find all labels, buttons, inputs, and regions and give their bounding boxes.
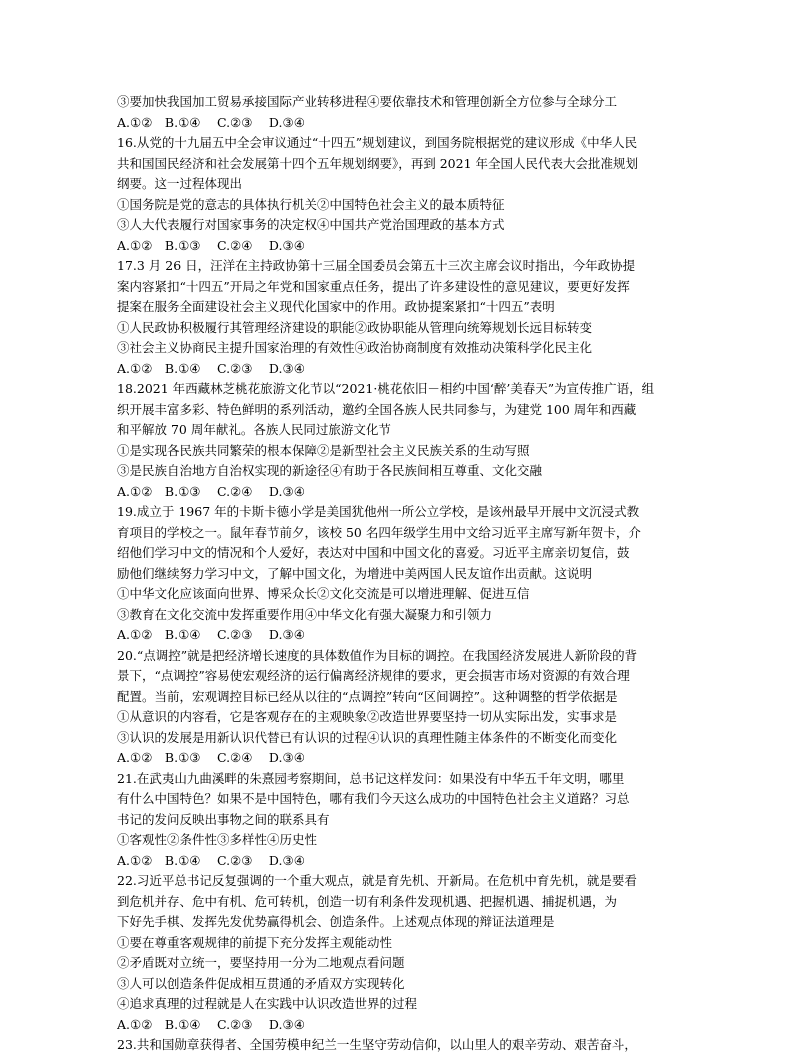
text-line: 育项目的学校之一。鼠年春节前夕，该校 50 名四年级学生用中文给习近平主席写新年贺卡，介 bbox=[117, 524, 641, 540]
statement-line: ③认识的发展是用新认识代替已有认识的过程④认识的真理性随主体条件的不断变化而变化 bbox=[117, 729, 618, 745]
statement-line: ①客观性②条件性③多样性④历史性 bbox=[117, 832, 318, 847]
text-line: 有什么中国特色？如果不是中国特色，哪有我们今天这么成功的中国特色社会主义道路？习总 bbox=[117, 791, 630, 806]
statement-line: ①是实现各民族共同繁荣的根本保障②是新型社会主义民族关系的生动写照 bbox=[117, 442, 530, 458]
text-line: 提案在服务全面建设社会主义现代化国家中的作用。政协提案紧扣“十四五”表明 bbox=[117, 299, 555, 314]
text-line: 书记的发问反映出事物之间的联系具有 bbox=[117, 811, 330, 827]
statement-line: ①中华文化应该面向世界、博采众长②文化交流是可以增进理解、促进互信 bbox=[117, 586, 530, 601]
text-line: 织开展丰富多彩、特色鲜明的系列活动，邀约全国各族人民共同参与，为建党 100 周年和西藏 bbox=[117, 401, 637, 417]
text-line: 励他们继续努力学习中文，了解中国文化，为增进中美两国人民友谊作出贡献。这说明 bbox=[117, 565, 593, 581]
text-line: 下好先手棋、发挥先发优势赢得机会、创造条件。上述观点体现的辩证法道理是 bbox=[117, 914, 555, 929]
statement-line: ①从意识的内容看，它是客观存在的主观映象②改造世界要坚持一切从实际出发，实事求是 bbox=[117, 709, 618, 724]
text-line: 景下，“点调控”容易使宏观经济的运行偏离经济规律的要求，更会损害市场对资源的有效合理 bbox=[117, 668, 630, 683]
statement-line: ③人大代表履行对国家事务的决定权④中国共产党治国理政的基本方式 bbox=[117, 217, 505, 232]
answer-options: A.①② B.①④ C.②③ D.③④ bbox=[117, 114, 305, 130]
answer-options: A.①② B.①④ C.②③ D.③④ bbox=[117, 360, 305, 376]
question-21-stem: 21.在武夷山九曲溪畔的朱熹园考察期间，总书记这样发问：如果没有中华五千年文明，哪里 bbox=[117, 770, 625, 786]
statement-line: ②矛盾既对立统一，要坚持用一分为二地观点看问题 bbox=[117, 955, 405, 970]
text-line: 到危机并存、危中有机、危可转机，创造一切有利条件发现机遇、把握机遇、捕捉机遇，为 bbox=[117, 893, 618, 909]
statement-line: ①要在尊重客观规律的前提下充分发挥主观能动性 bbox=[117, 934, 393, 950]
question-17-stem: 17.3 月 26 日，汪洋在主持政协第十三届全国委员会第五十三次主席会议时指出，今年政协提 bbox=[117, 258, 636, 273]
statement-line: ①国务院是党的意志的具体执行机关②中国特色社会主义的最本质特征 bbox=[117, 196, 505, 212]
answer-options: A.①② B.①③ C.②④ D.③④ bbox=[117, 750, 305, 765]
text-line: 纲要。这一过程体现出 bbox=[117, 176, 243, 191]
text-line: 绍他们学习中文的情况和个人爱好，表达对中国和中国文化的喜爱。习近平主席亲切复信，鼓 bbox=[117, 545, 630, 560]
statement-line: ③教育在文化交流中发挥重要作用④中华文化有强大凝聚力和引领力 bbox=[117, 606, 493, 622]
statement-line: ③是民族自治地方自治权实现的新途径④有助于各民族间相互尊重、文化交融 bbox=[117, 463, 543, 478]
text-line: 和平解放 70 周年献礼。各族人民同过旅游文化节 bbox=[117, 422, 391, 437]
text-line: 共和国国民经济和社会发展第十四个五年规划纲要》，再到 2021 年全国人民代表大会批准规划 bbox=[117, 155, 639, 171]
answer-options: A.①② B.①④ C.②③ D.③④ bbox=[117, 1016, 305, 1032]
answer-options: A.①② B.①③ C.②④ D.③④ bbox=[117, 483, 305, 499]
statement-line: ③社会主义协商民主提升国家治理的有效性④政治协商制度有效推动决策科学化民主化 bbox=[117, 340, 593, 355]
question-16-stem: 16.从党的十九届五中全会审议通过“十四五”规划建议，到国务院根据党的建议形成《中华人民 bbox=[117, 135, 638, 150]
statement-line: ①人民政协积极履行其管理经济建设的职能②政协职能从管理向统筹规划长远目标转变 bbox=[117, 319, 593, 335]
statement-line: ④追求真理的过程就是人在实践中认识改造世界的过程 bbox=[117, 996, 418, 1011]
text-line: 案内容紧扣“十四五”开局之年党和国家重点任务，提出了许多建设性的意见建议，要更好发挥 bbox=[117, 278, 630, 294]
text-line: 配置。当前，宏观调控目标已经从以往的“点调控”转向“区间调控”。这种调整的哲学依据是 bbox=[117, 688, 618, 704]
question-19-stem: 19.成立于 1967 年的卡斯卡德小学是美国犹他州一所公立学校，是该州最早开展中文沉浸式教 bbox=[117, 504, 640, 519]
answer-options: A.①② B.①④ C.②③ D.③④ bbox=[117, 627, 305, 642]
exam-page bbox=[117, 92, 682, 1056]
statement-line: ③人可以创造条件促成相互贯通的矛盾双方实现转化 bbox=[117, 975, 405, 991]
answer-options: A.①② B.①④ C.②③ D.③④ bbox=[117, 852, 305, 868]
question-23-stem: 23.共和国勋章获得者、全国劳模申纪兰一生坚守劳动信仰，以山里人的艰辛劳动、艰苦奋斗， bbox=[117, 1037, 637, 1052]
text-line: ③要加快我国加工贸易承接国际产业转移进程④要依靠技术和管理创新全方位参与全球分工 bbox=[117, 94, 618, 109]
answer-options: A.①② B.①③ C.②④ D.③④ bbox=[117, 237, 305, 253]
question-18-stem: 18.2021 年西藏林芝桃花旅游文化节以“2021·桃花依旧－相约中国‘醉’美春天”为宣传推广语，组 bbox=[117, 381, 655, 396]
question-20-stem: 20.“点调控”就是把经济增长速度的具体数值作为目标的调控。在我国经济发展进人新阶段的背 bbox=[117, 647, 638, 663]
question-22-stem: 22.习近平总书记反复强调的一个重大观点，就是育先机、开新局。在危机中育先机，就是要看 bbox=[117, 873, 637, 888]
